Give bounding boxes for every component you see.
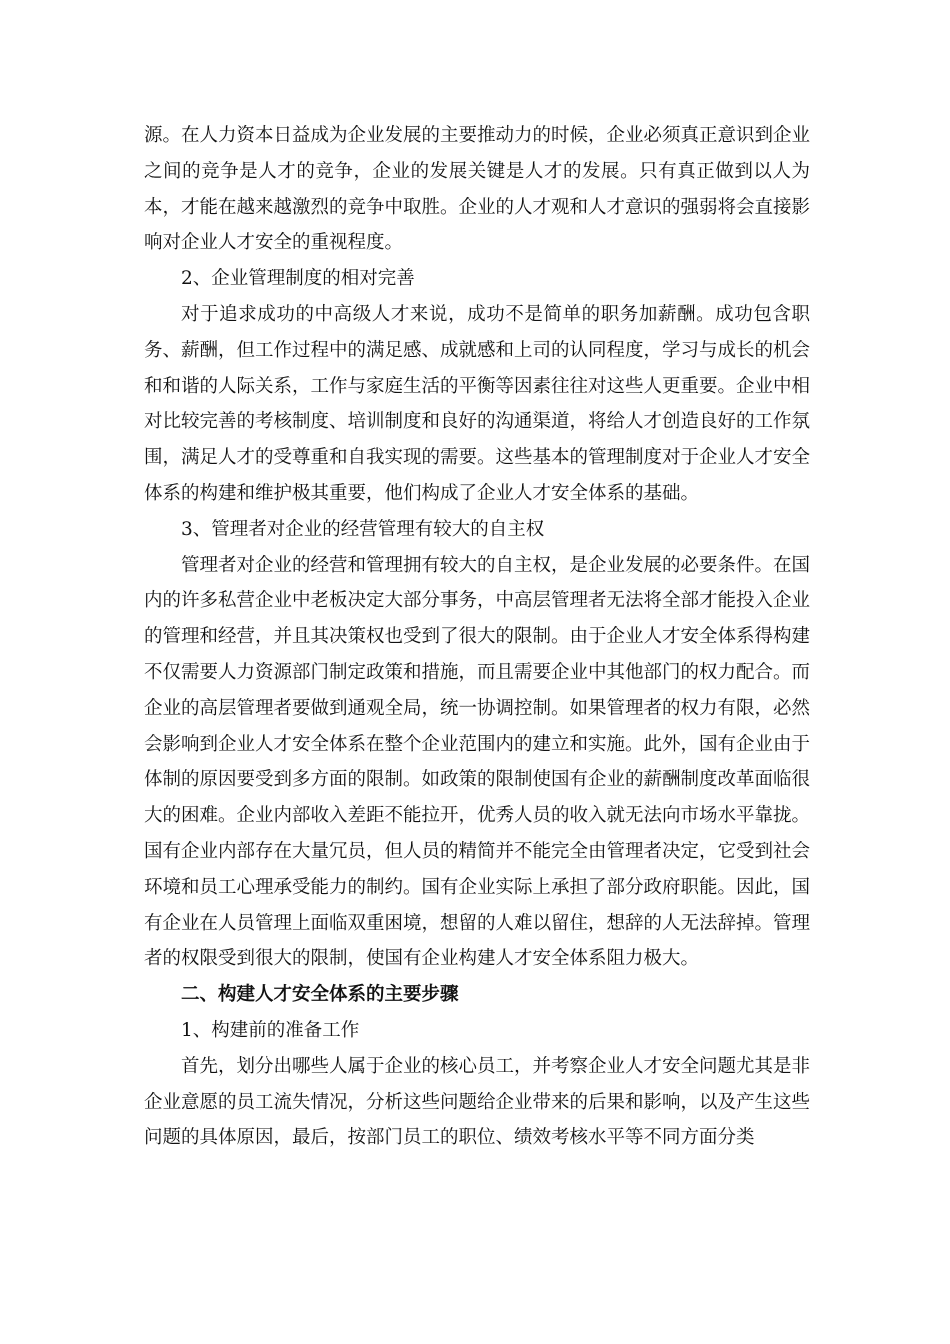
document-body [144, 118, 810, 1156]
paragraph-continued: 源。在人力资本日益成为企业发展的主要推动力的时候，企业必须真正意识到企业之间的竞争是人才的竞争，企业的发展关键是人才的发展。只有真正做到以人为本，才能在越来越激烈的竞争中取胜。企业的人才观和人才意识的强弱将会直接影响对企业人才安全的重视程度。 [144, 125, 811, 254]
paragraph-manager-autonomy: 管理者对企业的经营和管理拥有较大的自主权，是企业发展的必要条件。在国内的许多私营企业中老板决定大部分事务，中高层管理者无法将全部才能投入企业的管理和经营，并且其决策权也受到了很大的限制。由于企业人才安全体系得构建不仅需要人力资源部门制定政策和措施，而且需要企业中其他部门的权力配合。而企业的高层管理者要做到通观全局，统一协调控制。如果管理者的权力有限，必然会影响到企业人才安全体系在整个企业范围内的建立和实施。此外，国有企业由于体制的原因要受到多方面的限制。如政策的限制使国有企业的薪酬制度改革面临很大的困难。企业内部收入差距不能拉开，优秀人员的收入就无法向市场水平靠拢。国有企业内部存在大量冗员，但人员的精简并不能完全由管理者决定，它受到社会环境和员工心理承受能力的制约。国有企业实际上承担了部分政府职能。因此，国有企业在人员管理上面临双重困境，想留的人难以留住，想辞的人无法辞掉。管理者的权限受到很大的限制，使国有企业构建人才安全体系阻力极大。 [144, 554, 811, 970]
subheading-manager-autonomy: 3、管理者对企业的经营管理有较大的自主权 [181, 518, 545, 540]
subheading-preparation: 1、构建前的准备工作 [181, 1019, 360, 1041]
subheading-management-system: 2、企业管理制度的相对完善 [181, 268, 415, 290]
section-title-main-steps: 二、构建人才安全体系的主要步骤 [181, 984, 459, 1006]
paragraph-preparation: 首先，划分出哪些人属于企业的核心员工，并考察企业人才安全问题尤其是非企业意愿的员工流失情况，分析这些问题给企业带来的后果和影响，以及产生这些问题的具体原因，最后，按部门员工的职位、绩效考核水平等不同方面分类 [144, 1055, 811, 1149]
paragraph-management-system: 对于追求成功的中高级人才来说，成功不是简单的职务加薪酬。成功包含职务、薪酬，但工作过程中的满足感、成就感和上司的认同程度，学习与成长的机会和和谐的人际关系，工作与家庭生活的平衡等因素往往对这些人更重要。企业中相对比较完善的考核制度、培训制度和良好的沟通渠道，将给人才创造良好的工作氛围，满足人才的受尊重和自我实现的需要。这些基本的管理制度对于企业人才安全体系的构建和维护极其重要，他们构成了企业人才安全体系的基础。 [144, 303, 811, 504]
